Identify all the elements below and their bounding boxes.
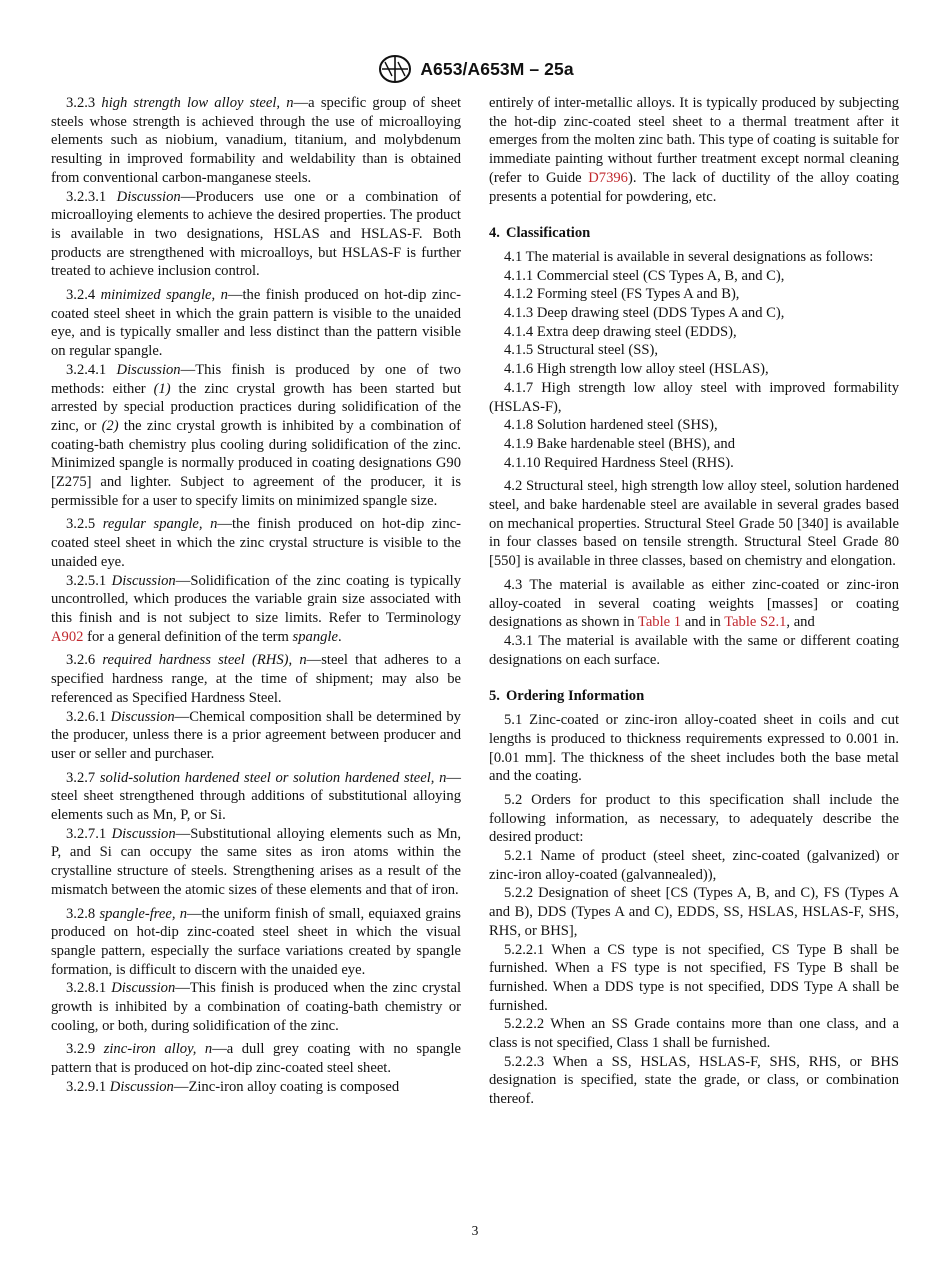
para-3-2-8-1: 3.2.8.1 Discussion—This finish is produced when the zinc crystal growth is inhibited by a combination of coating-bath chemistry or cooling, or both, during solidification of the zinc. xyxy=(51,980,461,1034)
para-3-2-4-1: 3.2.4.1 Discussion—This finish is produced by one of two methods: either (1) the zinc crystal growth has been started but arrested by special production practices during solidification of the zinc, or (2) the zinc crystal growth is inhibited by a combination of coating-bath chemistry plus cooling during solidification of the zinc. Minimized spangle is normally produced in coating designations G90 [Z275] and lighter. Subject to agreement of the producer, it is permissible for a user to specify limits on minimized spangle size. xyxy=(51,361,461,509)
list-item-4-1-4: 4.1.4 Extra deep drawing steel (EDDS), xyxy=(504,323,737,340)
para-5-1: 5.1 Zinc-coated or zinc-iron alloy-coated sheet in coils and cut lengths is produced to thickness requirements expressed to 0.001 in. [0.01 mm]. The thickness of the sheet includes both the base metal and the coating. xyxy=(489,712,899,785)
para-4-3-1: 4.3.1 The material is available with the same or different coating designations on each surface. xyxy=(489,632,899,668)
list-item-4-1-8: 4.1.8 Solution hardened steel (SHS), xyxy=(504,417,718,434)
para-3-2-3: 3.2.3 high strength low alloy steel, n—a specific group of sheet steels whose strength is achieved through the use of microalloying elements such as niobium, vanadium, titanium, and molybdenum resulting in improved formability and weldability than is obtained from conventional carbon-manganese steels. xyxy=(51,95,462,186)
para-3-2-9: 3.2.9 zinc-iron alloy, n—a dull grey coating with no spangle pattern that is produced on hot-dip zinc-coated steel sheet. xyxy=(51,1041,461,1077)
list-item-4-1-1: 4.1.1 Commercial steel (CS Types A, B, and C), xyxy=(504,267,785,284)
list-item-4-1-5: 4.1.5 Structural steel (SS), xyxy=(504,342,659,359)
para-5-2-2: 5.2.2 Designation of sheet [CS (Types A, B, and C), FS (Types A and B), DDS (Types A and C), EDDS, SS, HSLAS, HSLAS-F, SHS, RHS, or BHS], xyxy=(489,885,899,939)
para-5-2-2-2: 5.2.2.2 When an SS Grade contains more than one class, and a class is not specified, Class 1 shall be furnished. xyxy=(489,1016,899,1052)
para-5-2-2-1: 5.2.2.1 When a CS type is not specified, CS Type B shall be furnished. When a FS type is not specified, FS Type B shall be furnished. When a DDS type is not specified, DDS Type A shall be furnished. xyxy=(489,941,899,1014)
list-item-4-1-2: 4.1.2 Forming steel (FS Types A and B), xyxy=(504,286,740,303)
para-3-2-4: 3.2.4 minimized spangle, n—the finish produced on hot-dip zinc-coated steel sheet in which the grain pattern is visible to the unaided eye, and is typically smaller and less distinct than the pattern visible on regular spangle. xyxy=(51,287,461,360)
para-3-2-6: 3.2.6 required hardness steel (RHS), n—steel that adheres to a specified hardness range, at the time of shipment; may also be referenced as Specified Hardness Steel. xyxy=(51,652,461,706)
list-item-4-1-3: 4.1.3 Deep drawing steel (DDS Types A and C), xyxy=(504,305,785,322)
list-item-4-1-7: 4.1.7 High strength low alloy steel with improved formability (HSLAS-F), xyxy=(489,379,899,415)
list-item-4-1-10: 4.1.10 Required Hardness Steel (RHS). xyxy=(504,454,734,471)
para-5-2-1: 5.2.1 Name of product (steel sheet, zinc-coated (galvanized) or zinc-iron alloy-coated (galvannealed)), xyxy=(489,848,899,883)
para-3-2-9-1-continued: entirely of inter-metallic alloys. It is typically produced by subjecting the hot-dip zinc-coated steel sheet to a thermal treatment after it emerges from the molten zinc bath. This type of coating is suitable for immediate painting without further treatment except normal cleaning (refer to Guide D7396). The lack of ductility of the alloy coating presents a potential for powdering, etc. xyxy=(489,95,900,205)
link-table-s2-1[interactable]: Table S2.1 xyxy=(724,614,787,631)
para-3-2-9-1: 3.2.9.1 Discussion—Zinc-iron alloy coating is composed xyxy=(66,1078,400,1095)
para-3-2-7: 3.2.7 solid-solution hardened steel or solution hardened steel, n—steel sheet strengthened through additions of substitutional alloying elements such as Mn, P, or Si. xyxy=(51,769,461,824)
left-column xyxy=(51,94,461,1097)
link-d7396[interactable]: D7396 xyxy=(588,169,628,186)
document-designation: A653/A653M – 25a xyxy=(420,58,574,79)
link-a902[interactable]: A902 xyxy=(51,628,84,645)
astm-logo-icon xyxy=(376,54,414,84)
page-number: 3 xyxy=(471,1223,479,1238)
list-item-4-1-9: 4.1.9 Bake hardenable steel (BHS), and xyxy=(504,435,735,452)
para-3-2-6-1: 3.2.6.1 Discussion—Chemical composition shall be determined by the producer, unless there is a prior agreement between producer and user or seller and purchaser. xyxy=(51,708,461,762)
para-3-2-3-1: 3.2.3.1 Discussion—Producers use one or a combination of microalloying elements to achieve the desired properties. The product is available in two designations, HSLAS and HSLAS-F. Both products are strengthened with microalloys, but HSLAS-F is further treated to achieve inclusion control. xyxy=(51,188,461,280)
para-4-1: 4.1 The material is available in several designations as follows: xyxy=(504,248,874,265)
para-5-2: 5.2 Orders for product to this specification shall include the following information, as necessary, to adequately describe the desired product: xyxy=(489,791,899,846)
list-item-4-1-6: 4.1.6 High strength low alloy steel (HSLAS), xyxy=(504,361,769,378)
link-table-1[interactable]: Table 1 xyxy=(637,614,682,631)
right-column xyxy=(489,94,899,1109)
para-3-2-5-1: 3.2.5.1 Discussion—Solidification of the zinc coating is typically uncontrolled, which produces the variable grain size associated with this finish and is not subject to size limits. Refer to Terminology A902 for a general definition of the term spangle. xyxy=(51,572,461,645)
para-4-3: 4.3 The material is available as either zinc-coated or zinc-iron alloy-coated in several coating weights [masses] or coating designations as shown in Table 1 and in Table S2.1, and xyxy=(489,576,899,631)
section-heading-ordering-information: 5. Ordering Information xyxy=(489,688,645,705)
section-heading-classification: 4. Classification xyxy=(489,225,591,242)
para-3-2-7-1: 3.2.7.1 Discussion—Substitutional alloying elements such as Mn, P, and Si can occupy the same sites as iron atoms within the crystalline structure of steels. Strengthening arises as a result of the mismatch between the atomic sizes of these elements and that of iron. xyxy=(51,825,461,898)
para-5-2-2-3: 5.2.2.3 When a SS, HSLAS, HSLAS-F, SHS, RHS, or BHS designation is specified, state the grade, or class, or combination thereof. xyxy=(489,1053,899,1108)
para-4-2: 4.2 Structural steel, high strength low alloy steel, solution hardened steel, and bake hardenable steel are available in several grades based on mechanical properties. Structural Steel Grade 50 [340] is available in four classes based on tensile strength. Structural Steel Grade 80 [550] is available in three classes, based on chemistry and elongation. xyxy=(489,478,899,570)
page-header xyxy=(0,54,950,84)
para-3-2-5: 3.2.5 regular spangle, n—the finish produced on hot-dip zinc-coated steel sheet in which the zinc crystal structure is visible to the unaided eye. xyxy=(51,516,461,570)
para-3-2-8: 3.2.8 spangle-free, n—the uniform finish of small, equiaxed grains produced on hot-dip zinc-coated steel sheet in which the visual spangle pattern, especially the surface variations created by spangle formation, is difficult to discern with the unaided eye. xyxy=(51,905,461,978)
